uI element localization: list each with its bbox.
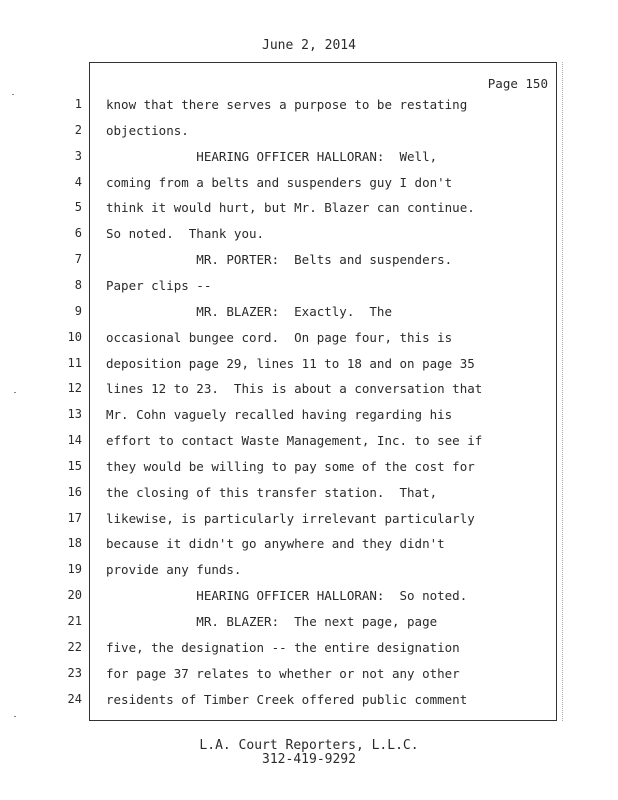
line-number: 14 <box>67 433 82 447</box>
line-text: five, the designation -- the entire designation <box>106 640 460 655</box>
line-number: 10 <box>67 330 82 344</box>
line-number: 9 <box>74 304 82 318</box>
line-number: 5 <box>74 200 82 214</box>
line-number: 19 <box>67 562 82 576</box>
line-text: residents of Timber Creek offered public comment <box>106 692 468 707</box>
line-number: 22 <box>67 640 82 654</box>
scan-speck <box>14 716 16 717</box>
line-text: likewise, is particularly irrelevant particularly <box>106 511 475 526</box>
line-text: MR. PORTER: Belts and suspenders. <box>106 252 453 267</box>
line-text: HEARING OFFICER HALLORAN: Well, <box>106 149 438 164</box>
line-text: HEARING OFFICER HALLORAN: So noted. <box>106 588 468 603</box>
line-number: 1 <box>74 97 82 111</box>
footer-phone: 312-419-9292 <box>262 752 356 767</box>
line-text: they would be willing to pay some of the cost for <box>106 459 475 474</box>
line-text: because it didn't go anywhere and they didn't <box>106 536 445 551</box>
line-number: 8 <box>74 278 82 292</box>
line-text: Mr. Cohn vaguely recalled having regarding his <box>106 407 453 422</box>
line-text: the closing of this transfer station. That, <box>106 485 438 500</box>
line-text: Paper clips -- <box>106 278 212 293</box>
line-number: 13 <box>67 407 82 421</box>
line-number: 17 <box>67 511 82 525</box>
line-number: 20 <box>67 588 82 602</box>
line-number: 4 <box>74 175 82 189</box>
line-number: 18 <box>67 536 82 550</box>
header-date: June 2, 2014 <box>262 38 356 53</box>
line-number: 21 <box>67 614 82 628</box>
line-text: objections. <box>106 123 189 138</box>
page-number: Page 150 <box>487 76 548 91</box>
line-text: provide any funds. <box>106 562 242 577</box>
line-number: 24 <box>67 692 82 706</box>
line-text: deposition page 29, lines 11 to 18 and on page 35 <box>106 356 475 371</box>
line-number: 2 <box>74 123 82 137</box>
margin-rule <box>562 62 563 721</box>
line-number: 6 <box>74 226 82 240</box>
line-text: think it would hurt, but Mr. Blazer can continue. <box>106 200 475 215</box>
line-text: MR. BLAZER: The next page, page <box>106 614 438 629</box>
line-text: know that there serves a purpose to be restating <box>106 97 468 112</box>
line-text: effort to contact Waste Management, Inc. to see if <box>106 433 483 448</box>
line-text: lines 12 to 23. This is about a conversation that <box>106 381 483 396</box>
line-text: So noted. Thank you. <box>106 226 265 241</box>
line-text: occasional bungee cord. On page four, this is <box>106 330 453 345</box>
line-number: 23 <box>67 666 82 680</box>
line-number: 12 <box>67 381 82 395</box>
line-text: coming from a belts and suspenders guy I don't <box>106 175 453 190</box>
line-number: 15 <box>67 459 82 473</box>
line-number: 11 <box>67 356 82 370</box>
line-text: for page 37 relates to whether or not any other <box>106 666 460 681</box>
scan-speck <box>14 392 16 393</box>
footer-company: L.A. Court Reporters, L.L.C. <box>199 738 419 753</box>
line-number: 16 <box>67 485 82 499</box>
scan-speck <box>12 94 14 95</box>
line-text: MR. BLAZER: Exactly. The <box>106 304 392 319</box>
line-number: 3 <box>74 149 82 163</box>
line-number: 7 <box>74 252 82 266</box>
